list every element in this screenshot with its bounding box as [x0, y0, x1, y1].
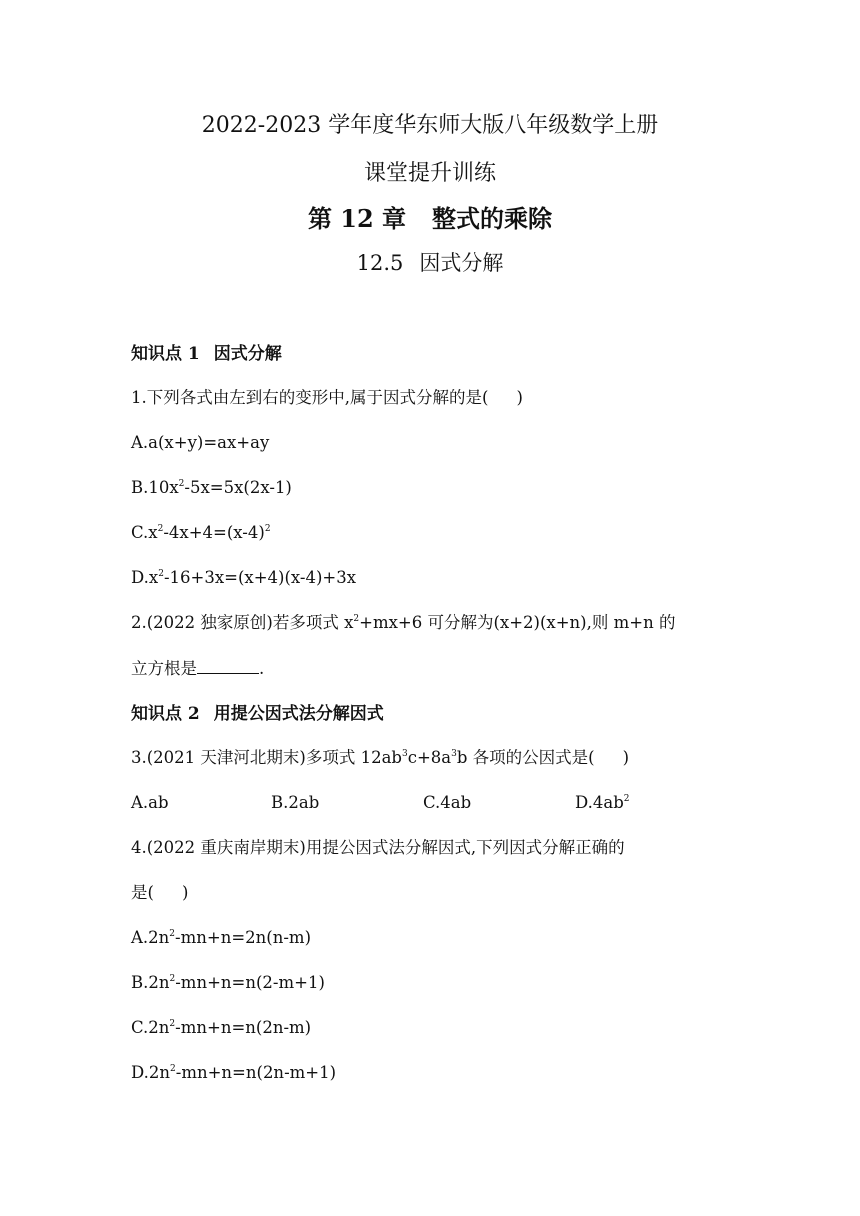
question-2-stem	[131, 611, 675, 635]
stem-text: 3.(2021 天津河北期末)多项式 12ab	[131, 748, 402, 767]
option-text: D.2n	[131, 1063, 171, 1082]
worksheet-title: 2022-2023 学年度华东师大版八年级数学上册	[201, 113, 659, 138]
stem-text: +mx+6 可分解为(x+2)(x+n),则 m+n 的	[359, 613, 676, 632]
question-1-option-b	[131, 476, 292, 500]
question-1-option-c	[131, 521, 271, 545]
question-3-option-a: A.ab	[131, 793, 169, 812]
option-text: -16+3x=(x+4)(x-4)+3x	[163, 568, 357, 587]
question-4-option-d	[131, 1061, 336, 1085]
option-text: B.2n	[131, 973, 170, 992]
option-text: D.4ab	[575, 793, 624, 812]
exponent: 2	[264, 524, 271, 534]
question-3-option-d	[575, 791, 630, 815]
knowledge-point-label: 知识点 1	[131, 344, 200, 364]
exponent: 2	[178, 479, 185, 489]
option-text: -mn+n=n(2n-m)	[175, 1018, 312, 1037]
stem-text: )	[516, 388, 523, 407]
question-4-option-b	[131, 971, 325, 995]
stem-text: 2.(2022 独家原创)若多项式 x	[131, 613, 354, 632]
knowledge-point-name: 用提公因式法分解因式	[213, 704, 384, 724]
question-1-stem	[131, 386, 523, 410]
question-2-stem-cont	[131, 657, 264, 681]
option-text: A.2n	[131, 928, 170, 947]
question-4-stem: 4.(2022 重庆南岸期末)用提公因式法分解因式,下列因式分解正确的	[131, 838, 625, 857]
question-4-option-a	[131, 926, 311, 950]
option-text: -mn+n=n(2-m+1)	[175, 973, 325, 992]
stem-text: 1.下列各式由左到右的变形中,属于因式分解的是(	[131, 388, 489, 407]
exponent: 2	[169, 929, 176, 939]
exponent: 2	[170, 1064, 176, 1074]
exponent: 3	[402, 749, 408, 759]
exponent: 2	[157, 524, 164, 534]
stem-text: 是(	[131, 883, 154, 902]
answer-blank	[197, 657, 259, 674]
exponent: 2	[169, 1019, 176, 1029]
knowledge-point-name: 因式分解	[213, 344, 282, 364]
option-text: -mn+n=2n(n-m)	[175, 928, 312, 947]
section-heading	[0, 248, 860, 278]
stem-text: )	[181, 883, 189, 902]
section-name: 因式分解	[419, 251, 504, 275]
exponent: 2	[623, 794, 630, 804]
question-3-option-c: C.4ab	[423, 793, 472, 812]
worksheet-subtitle: 课堂提升训练	[363, 161, 496, 186]
option-text: -5x=5x(2x-1)	[184, 478, 292, 497]
chapter-name: 整式的乘除	[432, 204, 553, 233]
exponent: 2	[169, 974, 176, 984]
exponent: 2	[158, 569, 164, 579]
chapter-heading	[0, 202, 860, 236]
stem-text: .	[259, 659, 265, 678]
question-3-option-b: B.2ab	[271, 793, 320, 812]
chapter-number: 第 12 章	[307, 204, 407, 233]
exponent: 2	[353, 614, 360, 624]
option-text: B.10x	[131, 478, 179, 497]
question-4-stem-cont	[131, 881, 188, 905]
exponent: 3	[451, 749, 457, 759]
option-text: -mn+n=n(2n-m+1)	[175, 1063, 337, 1082]
question-1-option-d	[131, 566, 356, 590]
stem-text: c+8a	[407, 748, 452, 767]
stem-text: b 各项的公因式是(	[456, 748, 595, 767]
question-1-option-a: A.a(x+y)=ax+ay	[131, 433, 270, 452]
knowledge-point-label: 知识点 2	[131, 704, 200, 724]
option-text: D.x	[131, 568, 159, 587]
section-number: 12.5	[356, 251, 404, 275]
knowledge-point-2	[131, 702, 384, 726]
knowledge-point-1	[131, 342, 282, 366]
question-4-option-c	[131, 1016, 311, 1040]
option-text: -4x+4=(x-4)	[163, 523, 265, 542]
option-text: C.x	[131, 523, 158, 542]
stem-text: )	[622, 748, 630, 767]
stem-text: 立方根是	[131, 659, 197, 678]
option-text: C.2n	[131, 1018, 170, 1037]
question-3-stem	[131, 746, 629, 770]
